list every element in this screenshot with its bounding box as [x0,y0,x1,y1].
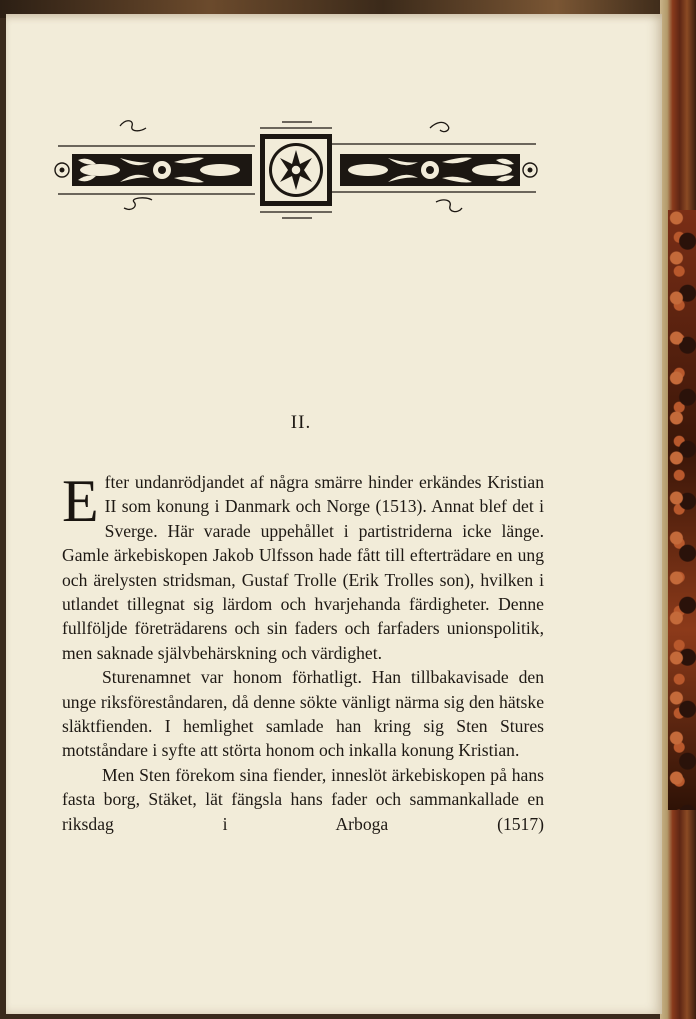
paragraph-2: Sturenamnet var honom förhatligt. Han tillbakavisade den unge riksföreståndaren, då denne sökte vänligt närma sig den hätske släktfienden. I hemlighet samlade han kring sig Sten Stures motståndare i syfte att störta honom och inkalla konung Kristian. [62,667,544,761]
chapter-number: II. [290,412,312,433]
paragraph-1 [62,470,544,665]
paragraph-3: Men Sten förekom sina fiender, inneslöt ärkebiskopen på hans fasta borg, Stäket, lät fängsla hans fader och sammankallade en riksdag i Arboga (1517) [62,764,544,834]
body-text [62,470,544,836]
drop-cap: E [62,468,99,534]
marbled-binding-edge [668,210,696,810]
book-page [6,14,662,1014]
paragraph-1-text: fter undanrödjandet af några smärre hinder erkändes Kristian II som konung i Danmark och Norge (1513). Annat blef det i Sverge. Här varade uppehållet i partistriderna icke länge. Gamle ärkebiskopen Jakob Ulfsson hade fått till efterträdare en ung och ärelysten stridsman, Gustaf Trolle (Erik Trolles son), hvilken i utlandet tillegnat sig lärdom och hvarjehanda färdigheter. Denne fullföljde företrädarens och sin faders och farfaders unionspolitik, men saknade självbehärskning och värdighet. [62,472,544,663]
floral-headpiece-ornament [50,106,542,224]
